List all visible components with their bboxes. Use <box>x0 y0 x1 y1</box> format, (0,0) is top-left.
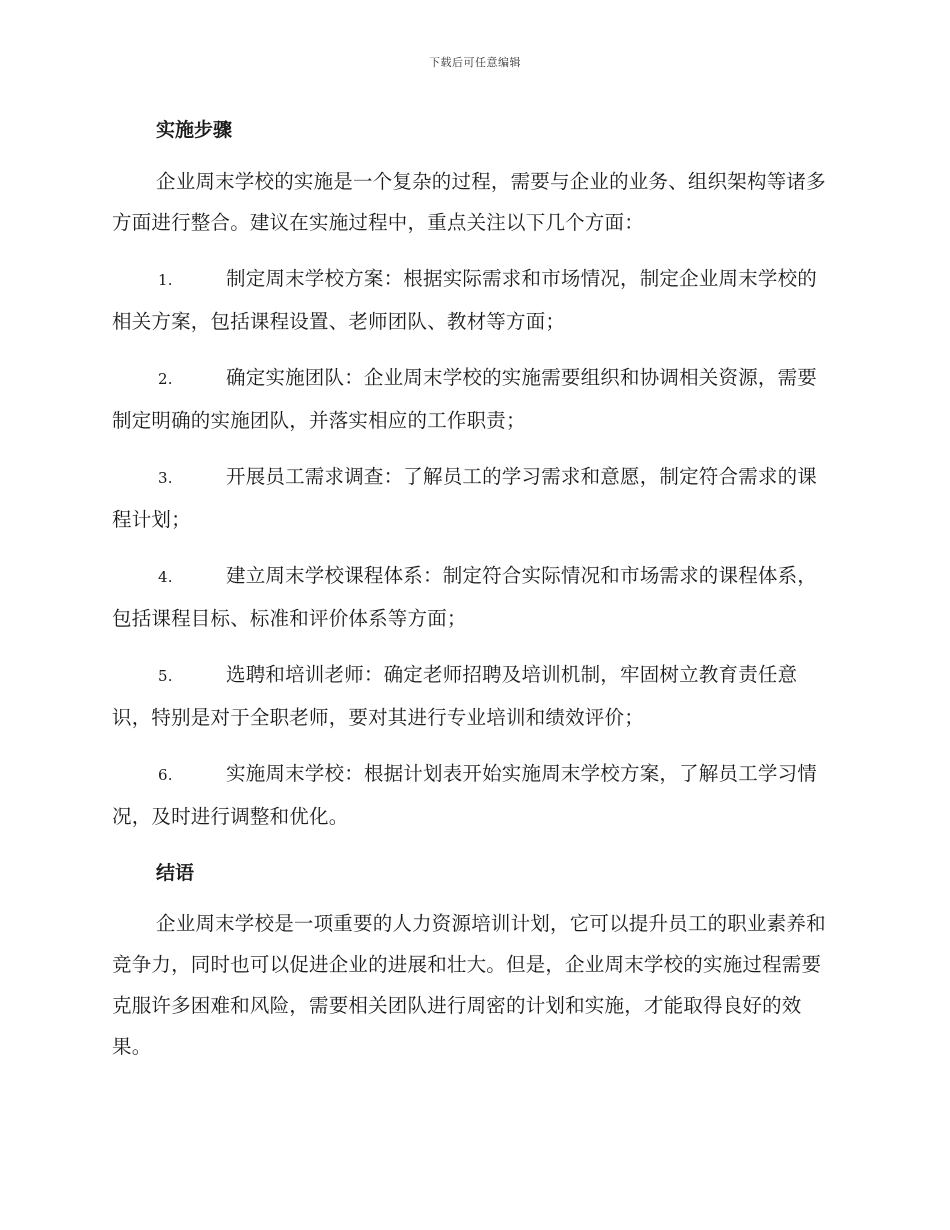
list-item <box>112 456 834 540</box>
list-item <box>112 357 834 441</box>
conclusion-paragraph: 企业周末学校是一项重要的人力资源培训计划，它可以提升员工的职业素养和竞争力，同时也可以促进企业的进展和壮大。但是，企业周末学校的实施过程需要克服许多困难和风险，需要相关团队进行周密的计划和实施，才能取得良好的效果。 <box>112 912 826 1058</box>
list-item-text: 确定实施团队：企业周末学校的实施需要组织和协调相关资源，需要制定明确的实施团队，并落实相应的工作职责； <box>112 366 818 432</box>
list-item-number: 2. <box>158 370 173 388</box>
list-item-number: 1. <box>158 271 173 289</box>
list-item-text: 制定周末学校方案：根据实际需求和市场情况，制定企业周末学校的相关方案，包括课程设置、老师团队、教材等方面； <box>112 267 818 333</box>
list-item-text: 开展员工需求调查：了解员工的学习需求和意愿，制定符合需求的课程计划； <box>112 465 818 531</box>
list-item <box>112 258 834 342</box>
section-heading-implementation: 实施步骤 <box>156 119 233 141</box>
list-item <box>112 654 834 738</box>
implementation-intro-paragraph: 企业周末学校的实施是一个复杂的过程，需要与企业的业务、组织架构等诸多方面进行整合。建议在实施过程中，重点关注以下几个方面： <box>112 170 826 234</box>
list-item <box>112 555 834 639</box>
section-heading-conclusion: 结语 <box>156 862 195 884</box>
list-item-text: 实施周末学校：根据计划表开始实施周末学校方案，了解员工学习情况，及时进行调整和优化。 <box>112 762 818 828</box>
list-item-number: 4. <box>158 568 173 586</box>
list-item-text: 选聘和培训老师：确定老师招聘及培训机制，牢固树立教育责任意识，特别是对于全职老师，要对其进行专业培训和绩效评价； <box>112 663 798 729</box>
page-header: 下载后可任意编辑 <box>429 56 521 69</box>
list-item-text: 建立周末学校课程体系：制定符合实际情况和市场需求的课程体系，包括课程目标、标准和评价体系等方面； <box>112 564 818 630</box>
list-item-number: 3. <box>158 469 173 487</box>
list-item-number: 6. <box>158 766 173 784</box>
list-item <box>112 753 834 837</box>
list-item-number: 5. <box>158 667 173 685</box>
document-body <box>112 108 834 1067</box>
